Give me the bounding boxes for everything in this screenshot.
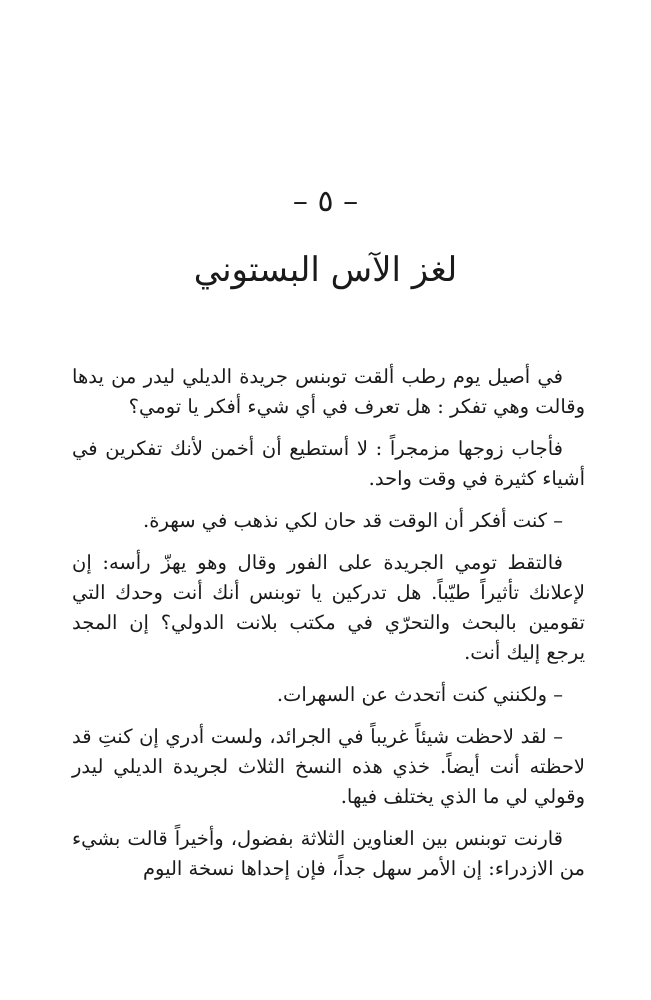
chapter-title: لغز الآس البستوني <box>193 250 458 290</box>
paragraph: فأجاب زوجها مزمجراً : لا أستطيع أن أخمن لأنك تفكرين في أشياء كثيرة في وقت واحد. <box>72 437 585 490</box>
paragraph: في أصيل يوم رطب ألقت توبنس جريدة الديلي ليدر من يدها وقالت وهي تفكر : هل تعرف في أي شيء أفكر يا تومي؟ <box>72 365 585 418</box>
chapter-body <box>72 362 585 896</box>
paragraph: قارنت توبنس بين العناوين الثلاثة بفضول، وأخيراً قالت بشيء من الازدراء: إن الأمر سهل جداً، فإن إحداها نسخة اليوم <box>72 827 585 880</box>
paragraph: – كنت أفكر أن الوقت قد حان لكي نذهب في سهرة. <box>143 509 563 532</box>
paragraph: فالتقط تومي الجريدة على الفور وقال وهو يهزّ رأسه: إن لإعلانك تأثيراً طيّباً. هل تدركين يا توبنس أنك أنت وحدك التي تقومين بالبحث والتحرّي في مكتب بلانت الدولي؟ إن المجد يرجع إليك أنت. <box>72 551 585 664</box>
chapter-number: – ٥ – <box>292 184 359 219</box>
paragraph: – ولكنني كنت أتحدث عن السهرات. <box>276 683 563 706</box>
paragraph: – لقد لاحظت شيئاً غريباً في الجرائد، ولست أدري إن كنتِ قد لاحظته أنت أيضاً. خذي هذه النسخ الثلاث لجريدة الديلي ليدر وقولي لي ما الذي يختلف فيها. <box>72 725 585 808</box>
